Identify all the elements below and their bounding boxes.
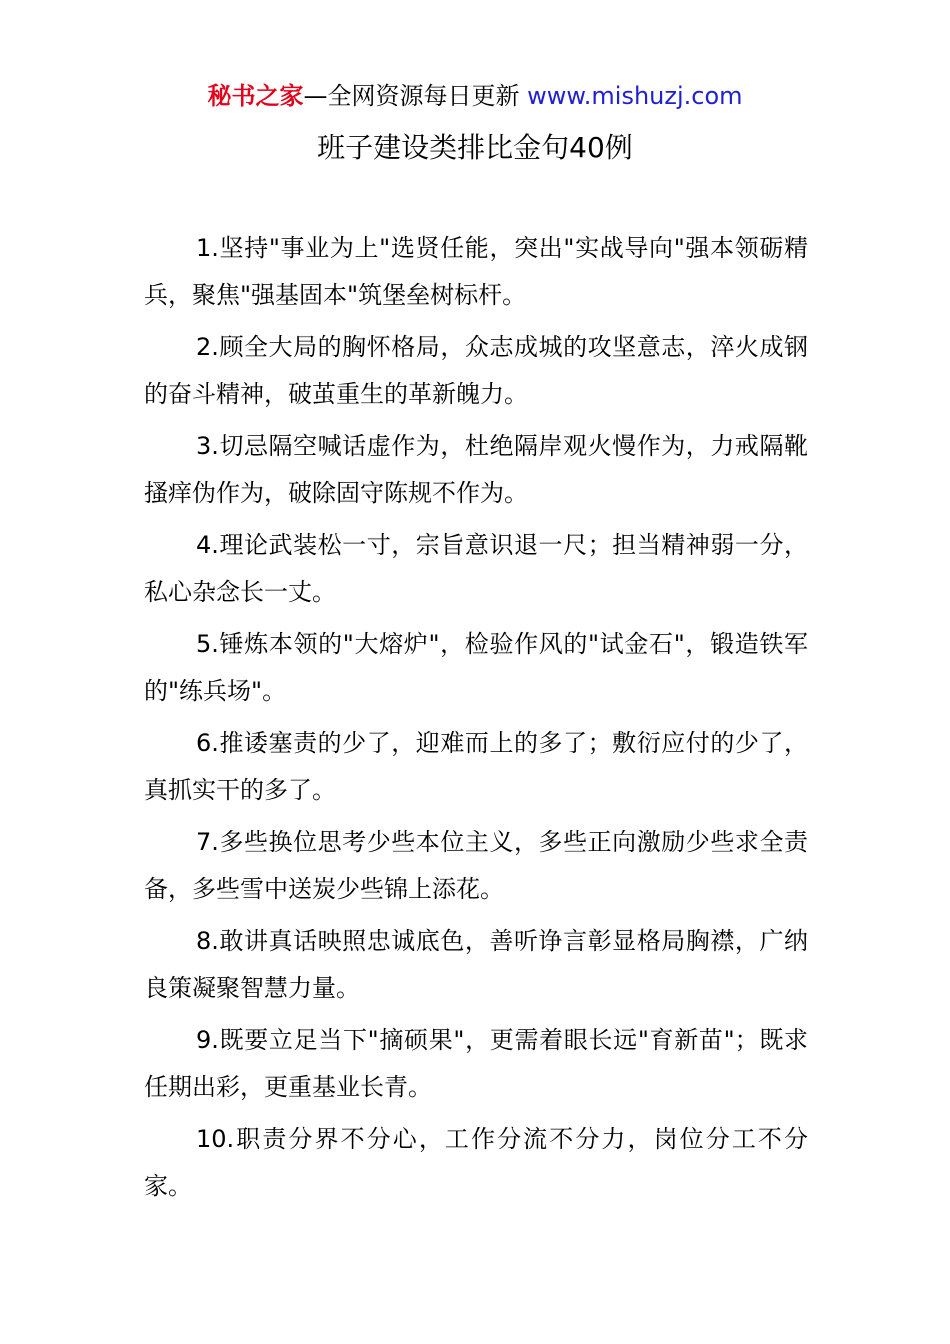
document-title: 班子建设类排比金句40例 — [317, 131, 633, 164]
paragraph-item: 4.理论武装松一寸，宗旨意识退一尺；担当精神弱一分，私心杂念长一丈。 — [144, 531, 808, 606]
site-url-link[interactable]: www.mishuzj.com — [527, 82, 743, 110]
paragraph-item: 1.坚持"事业为上"选贤任能，突出"实战导向"强本领砺精兵，聚焦"强基固本"筑堡垒树标杆。 — [144, 234, 808, 309]
site-tagline: —全网资源每日更新 — [303, 82, 528, 110]
paragraph-item: 9.既要立足当下"摘硕果"，更需着眼长远"育新苗"；既求任期出彩，更重基业长青。 — [144, 1026, 808, 1101]
paragraph-item: 8.敢讲真话映照忠诚底色，善听诤言彰显格局胸襟，广纳良策凝聚智慧力量。 — [144, 927, 808, 1002]
site-header — [0, 80, 950, 112]
paragraph-item: 6.推诿塞责的少了，迎难而上的多了；敷衍应付的少了，真抓实干的多了。 — [144, 729, 808, 804]
document-body — [144, 225, 808, 1215]
brand-name: 秘书之家 — [207, 82, 304, 110]
paragraph-item: 10.职责分界不分心，工作分流不分力，岗位分工不分家。 — [144, 1125, 808, 1200]
paragraph-item: 3.切忌隔空喊话虚作为，杜绝隔岸观火慢作为，力戒隔靴搔痒伪作为，破除固守陈规不作为。 — [144, 432, 808, 507]
paragraph-item: 7.多些换位思考少些本位主义，多些正向激励少些求全责备，多些雪中送炭少些锦上添花。 — [144, 828, 808, 903]
paragraph-item: 5.锤炼本领的"大熔炉"，检验作风的"试金石"，锻造铁军的"练兵场"。 — [144, 630, 808, 705]
paragraph-item: 2.顾全大局的胸怀格局，众志成城的攻坚意志，淬火成钢的奋斗精神，破茧重生的革新魄力。 — [144, 333, 808, 408]
